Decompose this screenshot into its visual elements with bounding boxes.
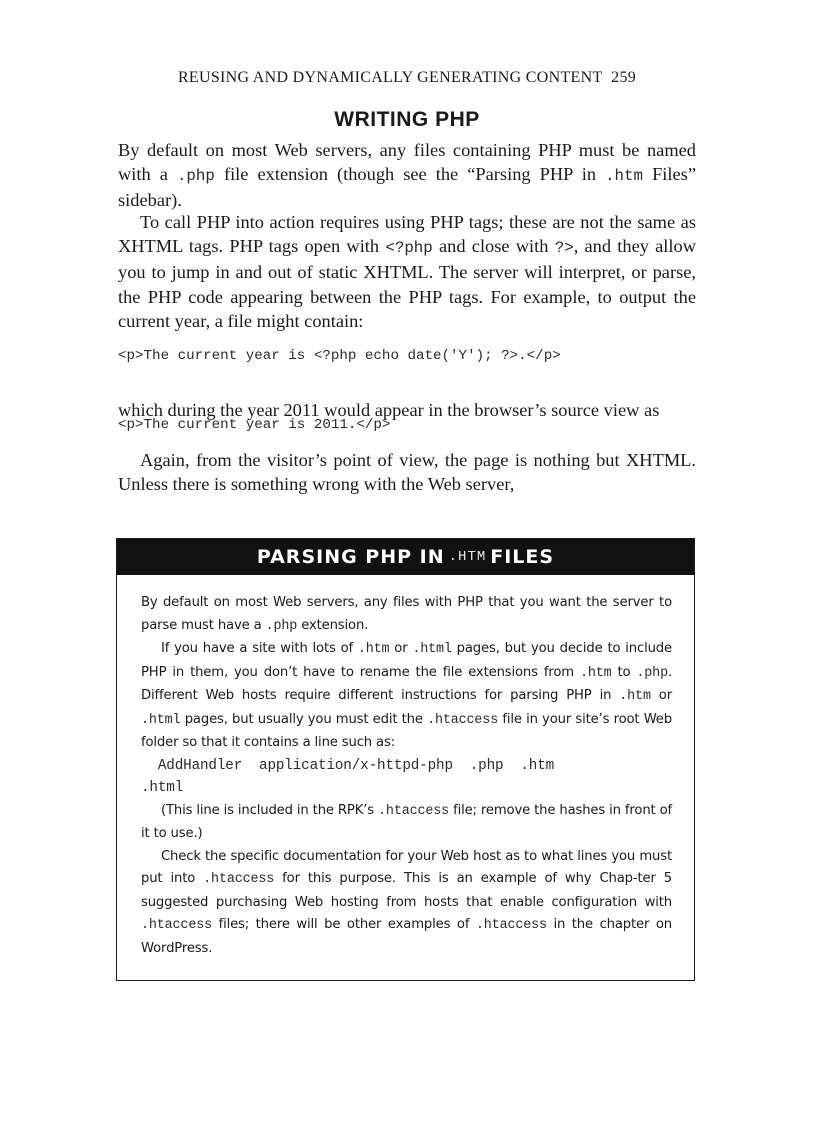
text-run: If you have a site with lots of xyxy=(161,641,358,656)
text-run: pages, but you decide to include PHP in them, you don’t have to rename the file extensions from xyxy=(141,641,672,680)
sidebar-paragraph xyxy=(141,592,672,638)
inline-code: <?php xyxy=(385,239,433,258)
sidebar-title-code: .HTM xyxy=(448,549,487,565)
text-run: By default on most Web servers, any files containing PHP must be named with a xyxy=(118,140,696,185)
text-run: pages, but usually you must edit the xyxy=(180,711,428,727)
text-run: for this purpose. This is an example of why Chap-ter 5 suggested purchasing Web hosting from hosts that enable configuration with xyxy=(141,871,672,910)
text-run: file extension (though see the “Parsing PHP in xyxy=(214,164,606,185)
inline-code: ?> xyxy=(554,239,574,258)
page-number: 259 xyxy=(611,69,637,86)
sidebar-paragraph xyxy=(141,638,672,755)
running-head xyxy=(118,69,696,87)
sidebar-box xyxy=(116,538,695,981)
text-run: file in your site’s root Web folder so that it contains a line such as: xyxy=(141,711,672,750)
paragraph-source-view: which during the year 2011 would appear in the browser’s source view as xyxy=(118,400,660,420)
paragraph-visitor-view: Again, from the visitor’s point of view, the page is nothing but XHTML. Unless there is something wrong with the Web server, xyxy=(118,450,696,495)
text-run: to xyxy=(611,664,637,680)
sidebar-title-text: FILES xyxy=(490,546,555,568)
sidebar-paragraph xyxy=(141,846,672,961)
code-example-php: <p>The current year is <?php echo date('Y'); ?>.</p> xyxy=(118,348,561,364)
sidebar-title xyxy=(117,539,694,575)
inline-code: .htaccess xyxy=(378,803,450,819)
inline-code: .htaccess xyxy=(475,918,547,933)
inline-code: .htm xyxy=(605,167,644,186)
inline-code: .html xyxy=(141,712,181,728)
inline-code: .htaccess xyxy=(427,712,499,728)
text-run: or xyxy=(650,688,672,703)
inline-code: .htm xyxy=(579,665,612,681)
sidebar-body xyxy=(117,575,694,960)
text-run: (This line is included in the RPK’s xyxy=(161,802,379,818)
text-run: and close with xyxy=(432,236,555,257)
inline-code: .php xyxy=(265,618,298,634)
inline-code: .htm xyxy=(619,689,651,704)
text-run: Check the specific documentation for your Web host as to what lines you must put into xyxy=(141,848,672,886)
paragraph-php-tags xyxy=(118,210,696,333)
inline-code: .htaccess xyxy=(203,872,275,887)
text-run: , and they allow you to jump in and out of static XHTML. The server will interpret, or parse, the PHP code appearing between the PHP tags. For example, to output the current year, a file might contain: xyxy=(118,236,697,331)
sidebar-paragraph xyxy=(141,800,672,846)
inline-code: .php xyxy=(636,665,668,681)
text-run: By default on most Web servers, any files with PHP that you want the server to parse must have a xyxy=(141,595,672,633)
sidebar-code-line: AddHandler application/x-httpd-php .php .htm xyxy=(141,757,555,774)
inline-code: .htm xyxy=(357,642,390,657)
running-head-title: REUSING AND DYNAMICALLY GENERATING CONTENT xyxy=(177,69,603,86)
section-title: WRITING PHP xyxy=(334,108,480,131)
sidebar-code-line: .html xyxy=(141,780,184,796)
text-run: in the chapter on WordPress. xyxy=(141,917,672,956)
code-example-output: <p>The current year is 2011.</p> xyxy=(118,417,391,433)
inline-code: .htaccess xyxy=(141,918,212,933)
text-run: To call PHP into action requires using PHP tags; these are not the same as XHTML tags. PHP tags open with xyxy=(118,212,696,257)
paragraph-intro xyxy=(118,138,696,213)
text-run: or xyxy=(389,641,413,656)
text-run: extension. xyxy=(297,617,369,633)
text-run: file; remove the hashes in front of it to use.) xyxy=(141,802,673,841)
inline-code: .php xyxy=(176,167,215,186)
inline-code: .html xyxy=(412,642,452,657)
text-run: files; there will be other examples of xyxy=(211,917,476,932)
sidebar-title-text: PARSING PHP IN xyxy=(256,546,445,568)
text-run: . Different Web hosts require different instructions for parsing PHP in xyxy=(141,664,672,703)
text-run: Files” sidebar). xyxy=(118,164,696,211)
